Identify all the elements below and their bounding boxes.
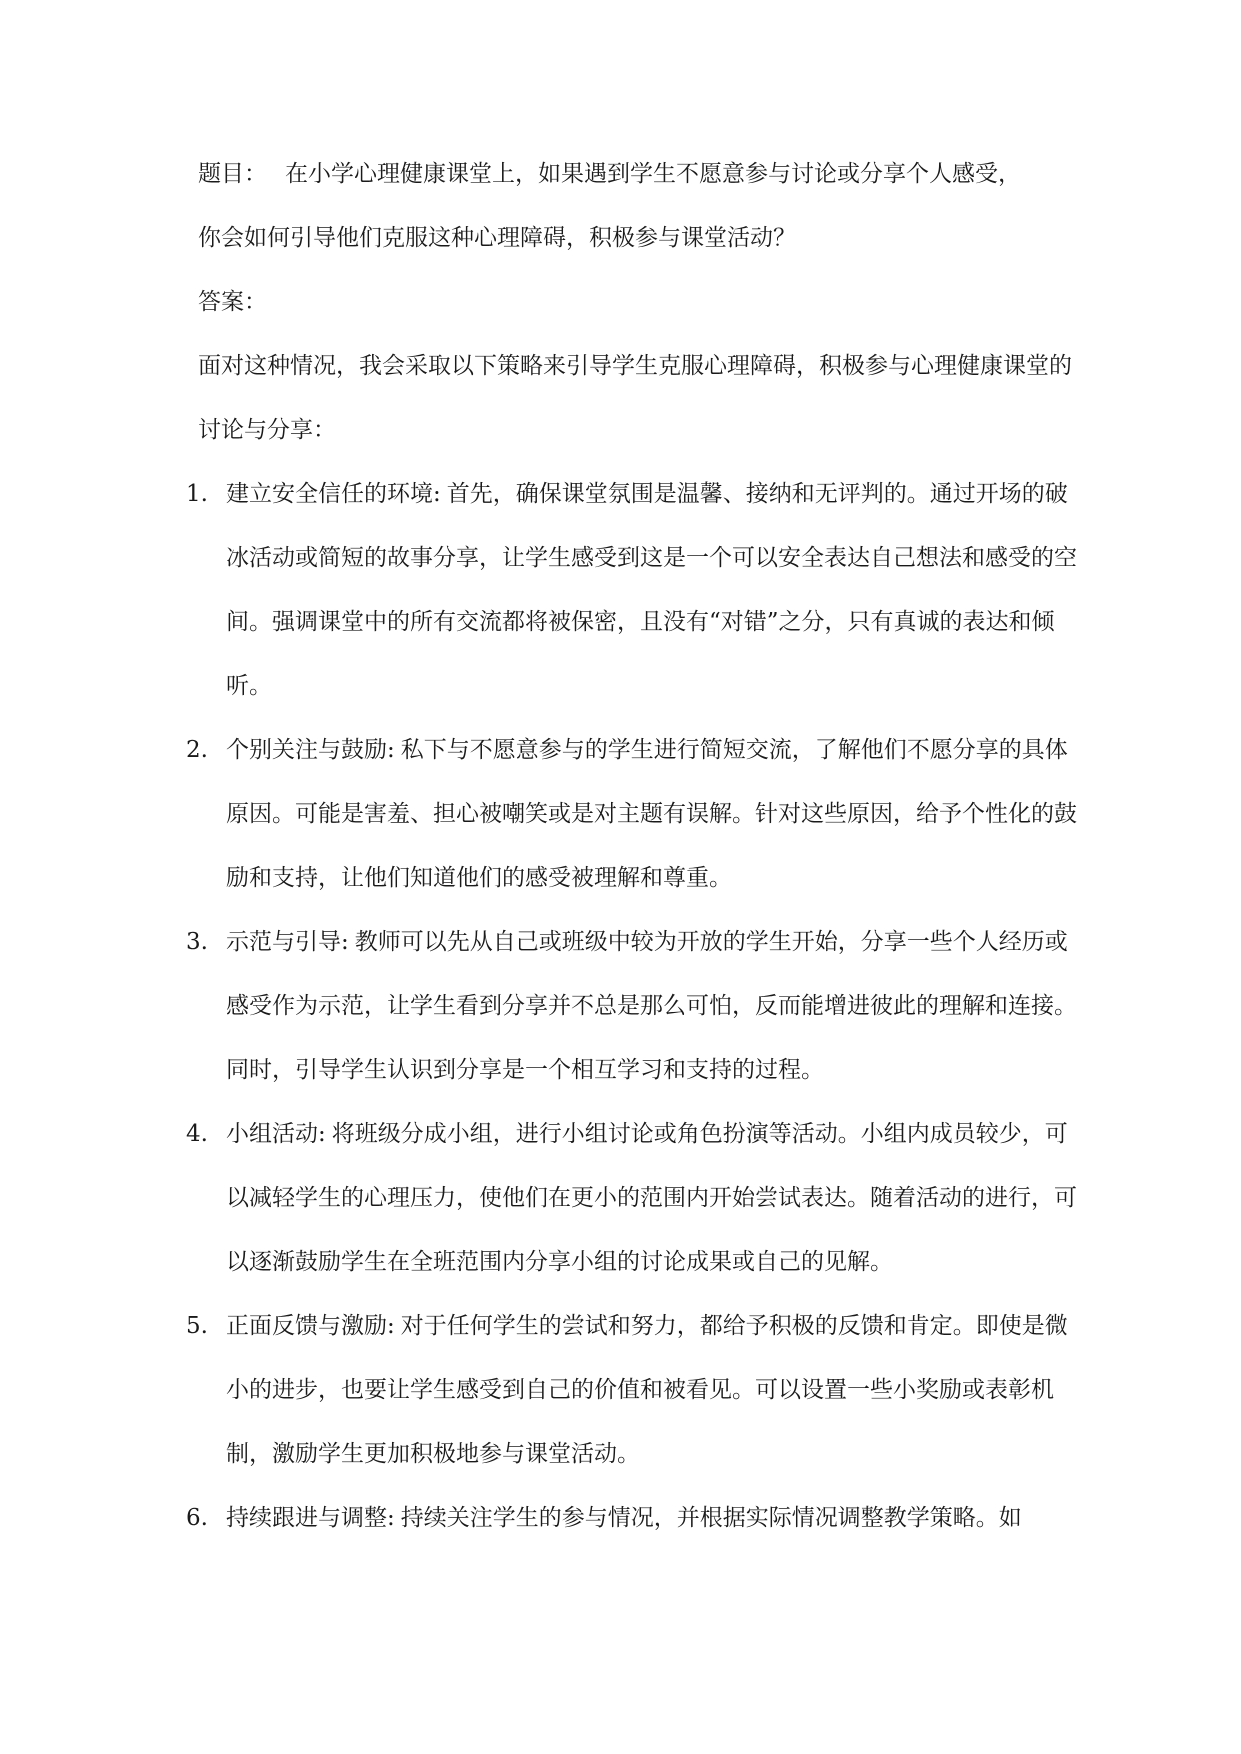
item-number: 1. [186,481,208,507]
item-title: 建立安全信任的环境: [226,481,441,507]
list-item [186,1486,1086,1550]
item-body: 教师可以先从自己或班级中较为开放的学生开始，分享一些个人经历或感受作为示范，让学生看到分享并不总是那么可怕，反而能增进彼此的理解和连接。同时，引导学生认识到分享是一个相互学习和支持的过程。 [226,929,1077,1083]
list-item [186,1294,1086,1486]
item-title: 示范与引导: [226,929,349,955]
item-body: 将班级分成小组，进行小组讨论或角色扮演等活动。小组内成员较少，可以减轻学生的心理压力，使他们在更小的范围内开始尝试表达。随着活动的进行，可以逐渐鼓励学生在全班范围内分享小组的讨论成果或自己的见解。 [226,1121,1077,1275]
item-body: 首先，确保课堂氛围是温馨、接纳和无评判的。通过开场的破冰活动或简短的故事分享，让学生感受到这是一个可以安全表达自己想法和感受的空间。强调课堂中的所有交流都将被保密，且没有“对错”之分，只有真诚的表达和倾听。 [226,481,1077,699]
list-item [186,462,1086,718]
item-number: 3. [186,929,208,955]
answer-intro: 面对这种情况，我会采取以下策略来引导学生克服心理障碍，积极参与心理健康课堂的讨论与分享： [198,353,1072,443]
item-body: 对于任何学生的尝试和努力，都给予积极的反馈和肯定。即使是微小的进步，也要让学生感受到自己的价值和被看见。可以设置一些小奖励或表彰机制，激励学生更加积极地参与课堂活动。 [226,1313,1068,1467]
list-item [186,718,1086,910]
question-line-1 [198,142,1086,206]
strategy-list [186,462,1086,1550]
document-content [186,142,1086,1550]
item-title: 正面反馈与激励: [226,1313,395,1339]
item-number: 4. [186,1121,208,1147]
item-title: 持续跟进与调整: [226,1505,395,1531]
item-number: 2. [186,737,208,763]
item-number: 5. [186,1313,208,1339]
question-line-2: 你会如何引导他们克服这种心理障碍，积极参与课堂活动？ [198,225,796,251]
item-number: 6. [186,1505,208,1531]
question-label: 题目： [198,161,267,187]
item-title: 个别关注与鼓励: [226,737,395,763]
answer-label: 答案： [198,289,267,315]
list-item [186,1102,1086,1294]
item-title: 小组活动: [226,1121,326,1147]
item-body: 私下与不愿意参与的学生进行简短交流，了解他们不愿分享的具体原因。可能是害羞、担心被嘲笑或是对主题有误解。针对这些原因，给予个性化的鼓励和支持，让他们知道他们的感受被理解和尊重。 [226,737,1077,891]
question-text-1: 在小学心理健康课堂上，如果遇到学生不愿意参与讨论或分享个人感受， [285,161,1021,187]
list-item [186,910,1086,1102]
item-body: 持续关注学生的参与情况，并根据实际情况调整教学策略。如 [400,1505,1022,1531]
